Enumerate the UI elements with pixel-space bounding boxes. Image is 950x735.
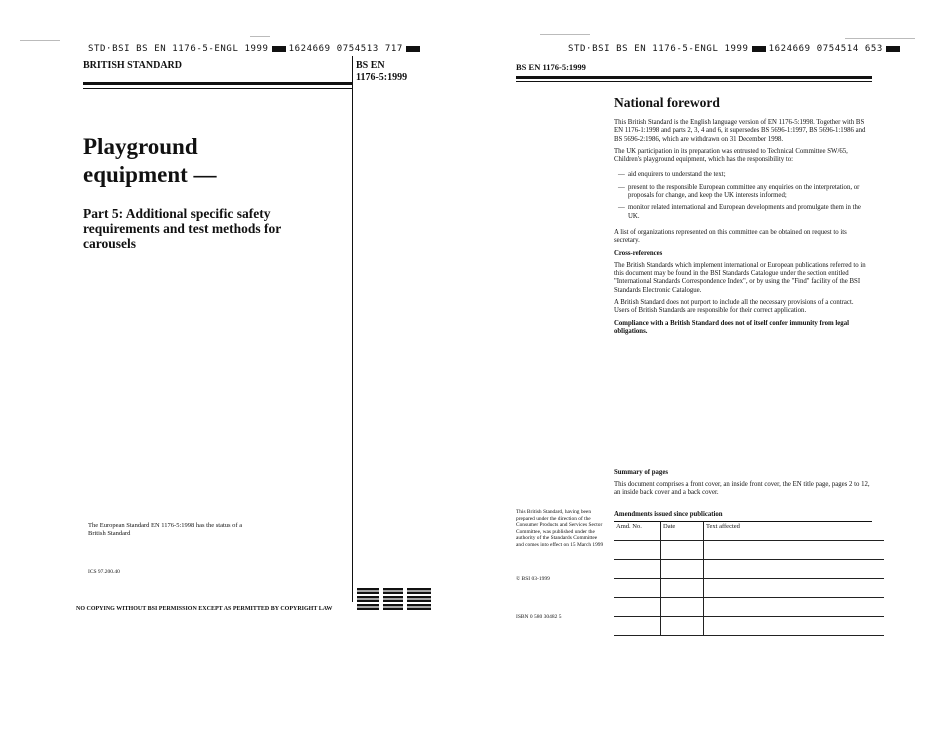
- ics-code: ICS 97.200.40: [88, 569, 120, 575]
- doc-title-line1: Playground: [83, 134, 198, 159]
- copyright-notice: NO COPYING WITHOUT BSI PERMISSION EXCEPT AS PERMITTED BY COPYRIGHT LAW: [76, 606, 333, 612]
- left-header-rule-thick: [83, 82, 353, 85]
- isbn: ISBN 0 580 30482 5: [516, 614, 562, 620]
- foreword-para5: A British Standard does not purport to include all the necessary provisions of a contract. Users of British Standards are responsible for their correct application.: [614, 299, 854, 315]
- table-row: [614, 598, 884, 617]
- table-row: [614, 617, 884, 636]
- col-text-affected: Text affected: [704, 522, 885, 541]
- left-header-std-line1: BS EN: [356, 60, 385, 71]
- right-scan-header: STD·BSI BS EN 1176-5-ENGL 1999 1624669 0754514 653: [568, 44, 903, 54]
- table-row: [614, 541, 884, 560]
- scan-speck: [540, 34, 590, 35]
- list-item: — present to the responsible European committee any enquiries on the interpretation, or proposals for change, and keep the UK interests informed;: [614, 184, 870, 201]
- foreword-para2: The UK participation in its preparation was entrusted to Technical Committee SW/65, Children's playground equipment, which has the responsibility to:: [614, 147, 848, 164]
- doc-subtitle-line1: Part 5: Additional specific safety: [83, 206, 271, 221]
- doc-title-line2: equipment —: [83, 162, 217, 187]
- status-line2: British Standard: [88, 530, 131, 537]
- amendments-heading: Amendments issued since publication: [614, 511, 723, 518]
- doc-subtitle-line3: carousels: [83, 236, 136, 251]
- doc-subtitle-line2: requirements and test methods for: [83, 221, 282, 236]
- right-header-rule-thin: [516, 81, 872, 82]
- side-copyright: © BSI 03-1999: [516, 576, 550, 582]
- left-vertical-rule: [352, 56, 353, 602]
- col-amd-no: Amd. No.: [614, 522, 661, 541]
- side-note: This British Standard, having been prepared under the direction of the Consumer Products and Services Sector Committee, was published under the authority of the Standards Committee and comes into effect on 15 March 1999: [516, 509, 604, 548]
- list-item: — aid enquirers to understand the text;: [614, 171, 870, 179]
- bsi-logo-text: [355, 585, 433, 613]
- scan-speck: [845, 38, 915, 39]
- scan-speck: [250, 36, 270, 37]
- list-item: — monitor related international and European developments and promulgate them in the UK.: [614, 204, 870, 221]
- scan-speck: [20, 40, 60, 41]
- table-header-row: [614, 522, 884, 541]
- left-header-rule-thin: [83, 88, 353, 89]
- amendments-table: [614, 522, 884, 636]
- compliance-statement: Compliance with a British Standard does not of itself confer immunity from legal obligations.: [614, 319, 849, 335]
- right-header-std: BS EN 1176-5:1999: [516, 62, 586, 72]
- col-date: Date: [661, 522, 704, 541]
- left-scan-header: STD·BSI BS EN 1176-5-ENGL 1999 1624669 0754513 717: [88, 44, 423, 54]
- responsibility-list: [614, 171, 870, 220]
- right-header-rule-thick: [516, 76, 872, 79]
- foreword-para4: The British Standards which implement international or European publications referred to in this document may be found in the BSI Standards Catalogue under the section entitled "International Standards Correspondence Index", or by using the "Find" facility of the BSI Standards Electronic Catalogue.: [614, 261, 866, 294]
- table-row: [614, 579, 884, 598]
- summary-text: This document comprises a front cover, an inside front cover, the EN title page, pages 2 to 12, an inside back cover and a back cover.: [614, 481, 870, 497]
- foreword-para3: A list of organizations represented on this committee can be obtained on request to its secretary.: [614, 228, 847, 245]
- table-row: [614, 560, 884, 579]
- status-line1: The European Standard EN 1176-5:1998 has the status of a: [88, 522, 243, 529]
- left-header-std-line2: 1176-5:1999: [356, 72, 408, 83]
- summary-heading: Summary of pages: [614, 469, 668, 476]
- national-foreword-heading: National foreword: [614, 95, 720, 110]
- cross-references-heading: Cross-references: [614, 249, 663, 257]
- foreword-para1: This British Standard is the English language version of EN 1176-5:1998. Together with BS EN 1176-1:1998 and parts 2, 3, 4 and 6, it supersedes BS 5696-1:1997, BS 5696-1:1986 and BS 5696-2:1986, which are withdrawn on 31 December 1998.: [614, 119, 866, 143]
- foreword-body: [614, 119, 870, 336]
- left-header-title: BRITISH STANDARD: [83, 60, 183, 71]
